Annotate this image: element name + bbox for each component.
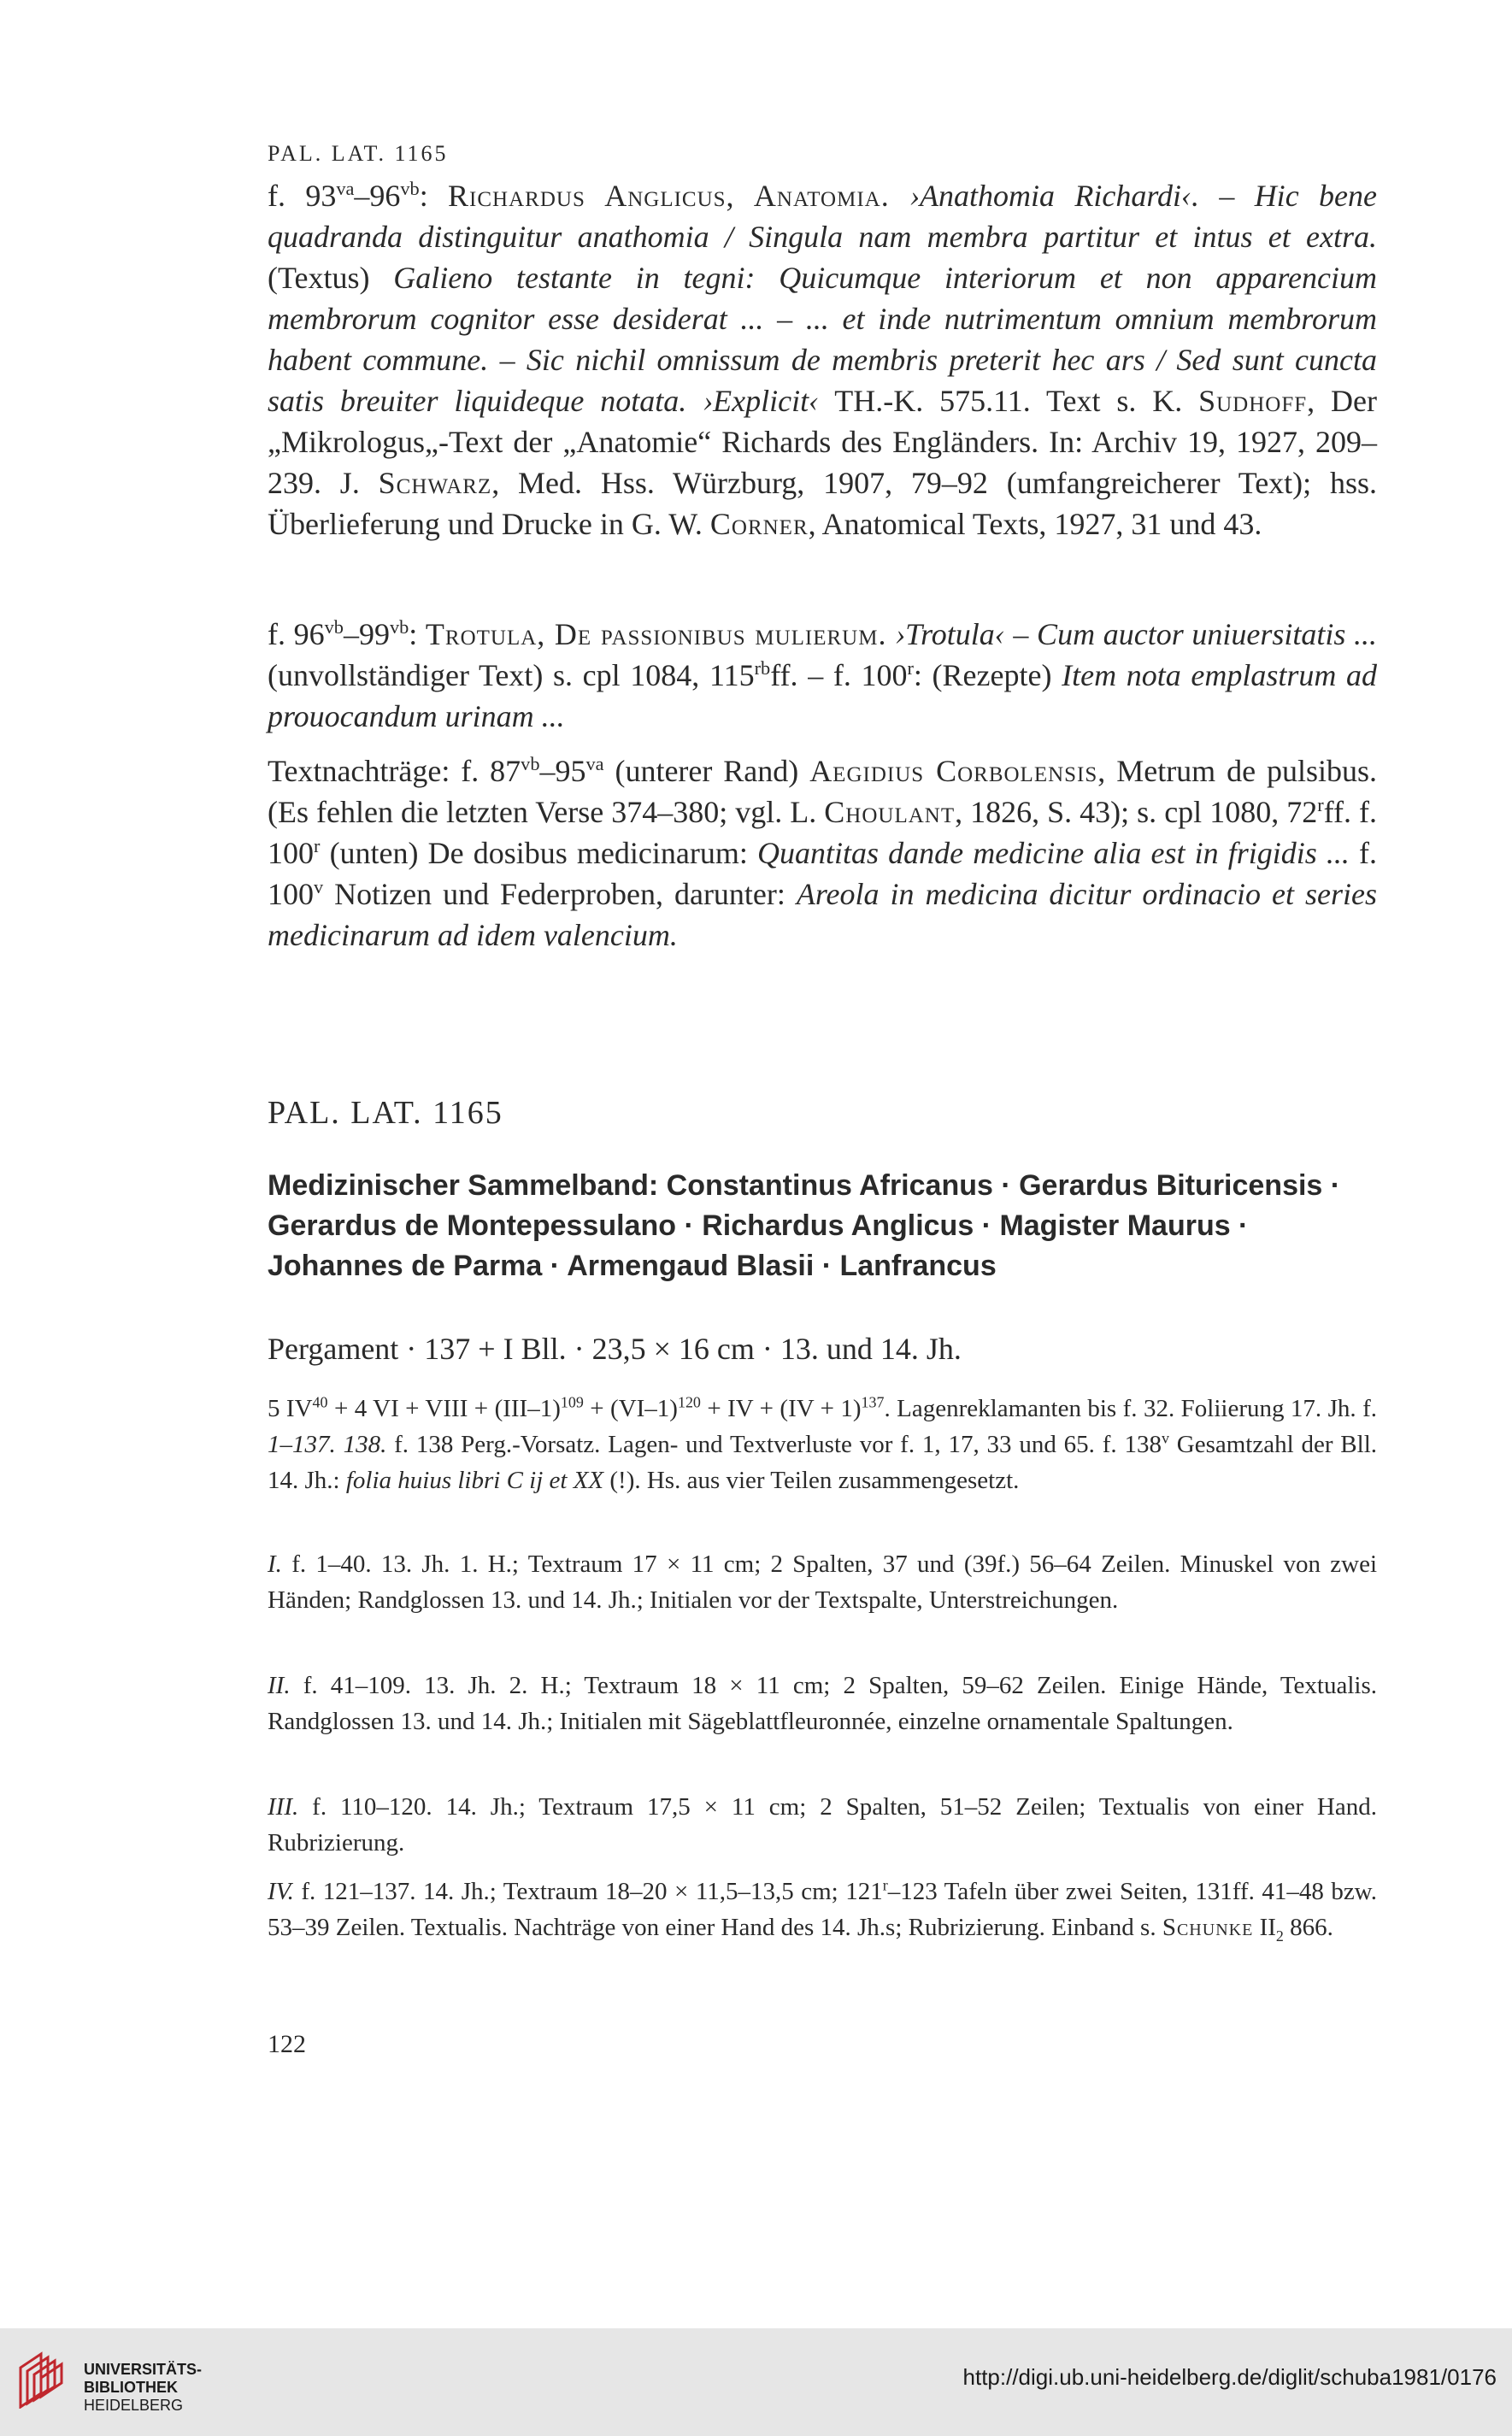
- part-number: II.: [268, 1672, 291, 1699]
- part-text: f. 121–137. 14. Jh.; Textraum 18–20 × 11,5–13,5 cm; 121: [293, 1878, 883, 1905]
- text-run: (unterer Rand): [603, 754, 810, 788]
- part-text: II: [1253, 1914, 1276, 1941]
- running-head: PAL. LAT. 1165: [268, 141, 449, 166]
- folio-sup: r: [1317, 794, 1324, 815]
- author-name: Corner: [709, 507, 809, 541]
- part-text: f. 1–40. 13. Jh. 1. H.; Textraum 17 × 11 cm; 2 Spalten, 37 und (39f.) 56–64 Zeilen. Minuskel von zwei Händen; Randglossen 13. und 14. Jh.; Initialen vor der Textspalte, Unterstreichungen.: [268, 1550, 1377, 1614]
- author-name: Schwarz: [378, 466, 492, 500]
- part-text: 866.: [1283, 1914, 1333, 1941]
- entry-richardus-anglicus: [268, 175, 1377, 544]
- folio-sup: v: [1161, 1429, 1169, 1447]
- author-title: Richardus Anglicus, Anatomia.: [448, 179, 890, 213]
- manuscript-title: Medizinischer Sammelband: Constantinus Africanus · Gerardus Bituricensis · Gerardus de Montepessulano · Richardus Anglicus · Magister Maurus · Johannes de Parma · Armengaud Blasii · Lanfrancus: [268, 1169, 1341, 1282]
- text-run: (unvollständiger Text) s. cpl 1084, 115: [268, 658, 755, 692]
- quire-sup: 40: [312, 1393, 328, 1411]
- entry-textnachtraege: [268, 750, 1377, 956]
- volume-sub: 2: [1275, 1927, 1284, 1945]
- text-run: + IV + (IV + 1): [700, 1395, 862, 1422]
- folio-sup: vb: [389, 616, 409, 638]
- part-number: III.: [268, 1793, 299, 1821]
- italic-run: folia huius libri C ij et XX: [345, 1467, 604, 1494]
- text-run: f. 100: [268, 836, 1378, 911]
- folio-ref: –99: [343, 617, 390, 651]
- text-run: f. 138 Perg.-Vorsatz. Lagen- und Textverluste vor f. 1, 17, 33 und 65. f. 138: [386, 1431, 1162, 1458]
- text-run: Gesamtzahl der Bll. 14. Jh.:: [268, 1431, 1378, 1494]
- library-logo-text: [84, 2361, 202, 2415]
- library-logo-icon: [15, 2347, 65, 2409]
- folio-ref: –95: [539, 754, 586, 788]
- physical-description: Pergament · 137 + I Bll. · 23,5 × 16 cm · 13. und 14. Jh.: [268, 1332, 962, 1366]
- folio-ref: Textnachträge: f. 87: [268, 754, 521, 788]
- incipit: ›Trotula‹ – Cum auctor uniuersitatis ...: [886, 617, 1377, 651]
- author-name: Schunke: [1162, 1914, 1254, 1941]
- logo-line: BIBLIOTHEK: [84, 2379, 178, 2396]
- part-text: f. 41–109. 13. Jh. 2. H.; Textraum 18 × 11 cm; 2 Spalten, 59–62 Zeilen. Einige Hände, Textualis. Randglossen 13. und 14. Jh.; Initialen mit Sägeblattfleuronnée, einzelne ornamentale Spaltungen.: [268, 1672, 1377, 1735]
- folio-sup: r: [314, 835, 321, 856]
- text-run: . Lagenreklamanten bis f. 32. Foliierung 17. Jh. f.: [884, 1395, 1377, 1422]
- author-name: Aegidius Corbolensis: [809, 754, 1098, 788]
- folio-sup: vb: [324, 616, 344, 638]
- text-run: , Metrum de pulsibus. (Es fehlen die letzten Verse 374–380; vgl. L.: [268, 754, 1378, 829]
- part-description: [268, 1874, 1377, 1945]
- folio-sup: rb: [754, 657, 771, 679]
- incipit: Item nota emplastrum ad prouocandum urinam ...: [268, 658, 1378, 733]
- quire-sup: 120: [677, 1393, 701, 1411]
- text-run: ff. f. 100: [268, 795, 1377, 870]
- text-run: + (VI–1): [583, 1395, 678, 1422]
- text-run: :: [419, 179, 449, 213]
- text-run: , 1826, S. 43); s. cpl 1080, 72: [955, 795, 1318, 829]
- folio-ref: f. 93: [268, 179, 337, 213]
- incipit: ›Anathomia Richardi‹. – Hic bene quadranda distinguitur anathomia / Singula nam membra partitur et intus et extra.: [268, 179, 1377, 254]
- text-run: (unten) De dosibus medicinarum:: [320, 836, 757, 870]
- quire-sup: 137: [861, 1393, 885, 1411]
- quire-sup: 109: [560, 1393, 584, 1411]
- text-run: (!). Hs. aus vier Teilen zusammengesetzt.: [603, 1467, 1020, 1494]
- part-number: I.: [268, 1550, 282, 1578]
- page-number: 122: [268, 2030, 306, 2058]
- folio-ref: f. 96: [268, 617, 325, 651]
- incipit: Galieno testante in tegni: Quicumque interiorum et non apparencium membrorum cognitor esse desiderat ... – ... et inde nutrimentum omnium membrorum habent commune. – Sic nichil omnissum de membris preterit hec ars / Sed sunt cuncta satis breuiter liquideque notata. ›Explicit‹: [268, 261, 1377, 418]
- part-text: –123 Tafeln über zwei Seiten, 131ff. 41–48 bzw. 53–39 Zeilen. Textualis. Nachträge von einer Hand des 14. Jh.s; Rubrizierung. Einband s.: [268, 1878, 1377, 1941]
- library-footer: [0, 2328, 1512, 2436]
- text-run: , Med. Hss. Würzburg, 1907, 79–92 (umfangreicherer Text); hss. Überlieferung und Drucke in G. W.: [268, 466, 1377, 541]
- folio-sup: vb: [521, 753, 540, 774]
- text-run: TH.-K. 575.11. Text s. K.: [819, 384, 1199, 418]
- author-name: Sudhoff: [1198, 384, 1308, 418]
- part-number: IV.: [268, 1878, 294, 1905]
- folio-sup: r: [907, 657, 914, 679]
- source-url-link[interactable]: http://digi.ub.uni-heidelberg.de/diglit/schuba1981/0176: [962, 2364, 1497, 2390]
- folio-sup: va: [336, 178, 355, 199]
- incipit: Areola in medicina dicitur ordinacio et series medicinarum ad idem valencium.: [268, 877, 1377, 952]
- folio-sup: r: [882, 1876, 888, 1894]
- text-run: , Anatomical Texts, 1927, 31 und 43.: [808, 507, 1262, 541]
- text-run: : (Rezepte): [913, 658, 1062, 692]
- incipit: Quantitas dande medicine alia est in frigidis ...: [757, 836, 1350, 870]
- part-description: [268, 1668, 1377, 1739]
- logo-line: UNIVERSITÄTS-: [84, 2361, 203, 2378]
- italic-run: 1–137. 138.: [268, 1431, 387, 1458]
- author-title: Trotula, De passionibus mulierum.: [425, 617, 887, 651]
- folio-sup: va: [585, 753, 604, 774]
- text-run: :: [409, 617, 426, 651]
- part-description: [268, 1789, 1377, 1861]
- part-text: f. 110–120. 14. Jh.; Textraum 17,5 × 11 cm; 2 Spalten, 51–52 Zeilen; Textualis von einer Hand. Rubrizierung.: [268, 1793, 1377, 1856]
- text-run: 5 IV: [268, 1395, 313, 1422]
- text-run: ff. – f. 100: [770, 658, 908, 692]
- section-title: PAL. LAT. 1165: [268, 1095, 503, 1131]
- text-run: , Der „Mikrologus„-Text der „Anatomie“ Richards des Engländers. In: Archiv 19, 1927, 209–239. J.: [268, 384, 1377, 500]
- author-name: Choulant: [824, 795, 956, 829]
- folio-sup: v: [314, 876, 324, 897]
- text-run: + 4 VI + VIII + (III–1): [327, 1395, 561, 1422]
- part-description: [268, 1546, 1377, 1618]
- entry-trotula: [268, 614, 1377, 737]
- folio-sup: vb: [400, 178, 420, 199]
- collation-paragraph: [268, 1391, 1377, 1498]
- text-run: (Textus): [268, 261, 394, 295]
- folio-ref: –96: [354, 179, 401, 213]
- text-run: Notizen und Federproben, darunter:: [323, 877, 797, 911]
- logo-line: HEIDELBERG: [84, 2397, 184, 2414]
